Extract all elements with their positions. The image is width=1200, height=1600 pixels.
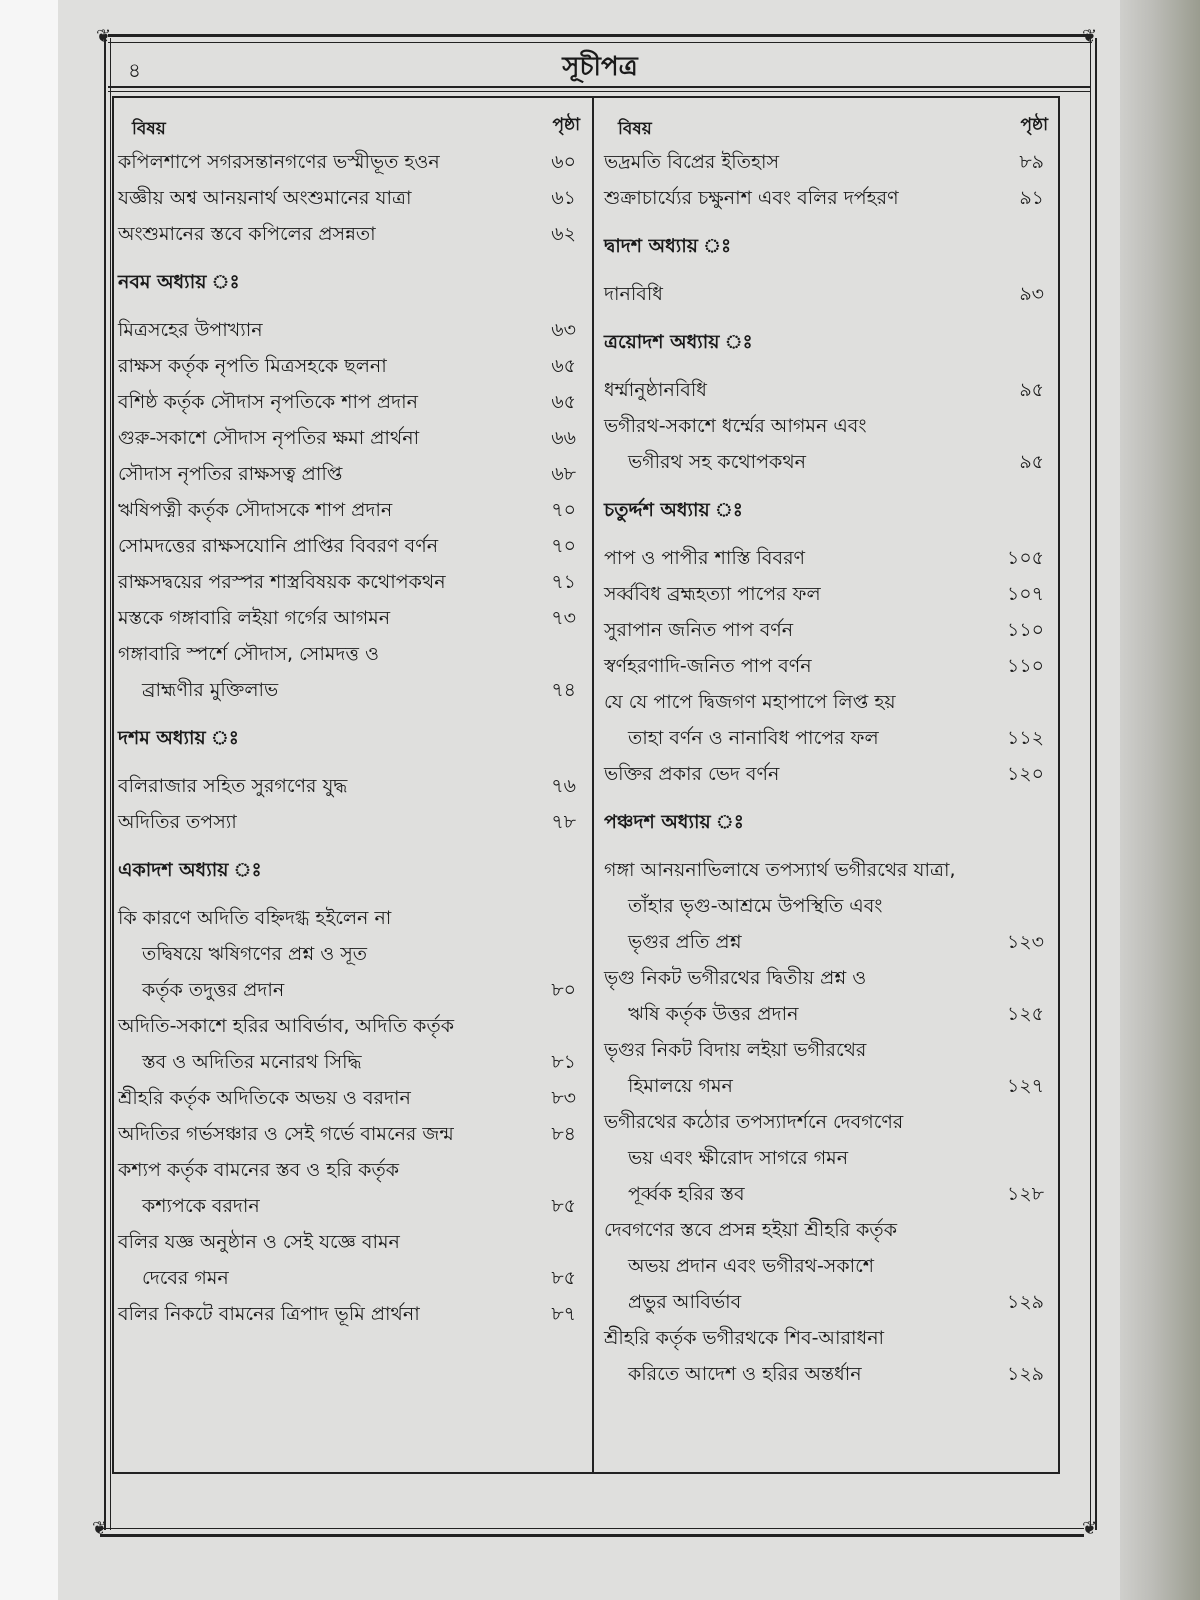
page-title: সূচীপত্র [562, 52, 638, 82]
entry-title: পাপ ও পাপীর শাস্তি বিবরণ [604, 547, 806, 569]
toc-entry [118, 456, 580, 492]
corner-ornament-icon: ❦ [1082, 1518, 1098, 1539]
entry-title: গঙ্গাবারি স্পর্শে সৌদাস, সোমদত্ত ও [118, 643, 380, 665]
entry-page-number: ৬৩ [551, 319, 576, 341]
entry-page-number: ৮০ [551, 979, 576, 1001]
photo-background-right [1120, 0, 1200, 1600]
entry-title: সর্ব্ববিধ ব্রহ্মহত্যা পাপের ফল [604, 583, 821, 605]
entry-title: শুক্রাচার্য্যের চক্ষুনাশ এবং বলির দর্পহরণ [604, 187, 899, 209]
entry-title-continuation: তাঁহার ভৃগু-আশ্রমে উপস্থিতি এবং ভৃগুর প্রতি প্রশ্ন [628, 895, 883, 953]
entry-title: বলির নিকটে বামনের ত্রিপাদ ভূমি প্রার্থনা [118, 1303, 420, 1325]
toc-entry [118, 492, 580, 528]
entry-page-number: ৬৫ [551, 391, 576, 413]
entry-title: অদিতির তপস্যা [118, 811, 237, 833]
entry-page-number: ৭৩ [551, 607, 576, 629]
entry-page-number: ৯১ [1019, 187, 1044, 209]
left-entry-list [118, 144, 580, 1332]
entry-page-number: ১২৫ [1006, 1003, 1044, 1025]
entry-page-number: ১১০ [1006, 619, 1044, 641]
entry-page-number: ৬২ [551, 223, 576, 245]
toc-entry [604, 756, 1048, 792]
toc-entry [118, 420, 580, 456]
entry-page-number: ১২৩ [1006, 931, 1044, 953]
entry-page-number: ৮৭ [551, 1303, 576, 1325]
entry-page-number: ৬০ [551, 151, 576, 173]
entry-title: মস্তকে গঙ্গাবারি লইয়া গর্গের আগমন [118, 607, 391, 629]
entry-page-number: ৮৫ [551, 1267, 576, 1289]
entry-title: ভৃগু নিকট ভগীরথের দ্বিতীয় প্রশ্ন ও [604, 967, 867, 989]
toc-entry [604, 540, 1048, 576]
entry-page-number: ১২৭ [1006, 1075, 1044, 1097]
column-header [604, 104, 1048, 144]
chapter-heading: চতুর্দ্দশ অধ্যায় ঃ [604, 499, 743, 521]
entry-page-number: ৬৬ [551, 427, 576, 449]
toc-entry [118, 384, 580, 420]
entry-title: বলিরাজার সহিত সুরগণের যুদ্ধ [118, 775, 348, 797]
chapter-heading: নবম অধ্যায় ঃ [118, 271, 240, 293]
toc-entry [118, 216, 580, 252]
entry-page-number: ৯৩ [1019, 283, 1044, 305]
toc-entry [604, 408, 1048, 480]
entry-title: গুরু-সকাশে সৌদাস নৃপতির ক্ষমা প্রার্থনা [118, 427, 420, 449]
toc-entry [118, 600, 580, 636]
entry-title-continuation: তাহা বর্ণন ও নানাবিধ পাপের ফল [628, 727, 879, 749]
entry-title: শ্রীহরি কর্তৃক ভগীরথকে শিব-আরাধনা [604, 1327, 885, 1349]
toc-entry [118, 1008, 580, 1080]
toc-entry [604, 372, 1048, 408]
entry-title-continuation: করিতে আদেশ ও হরির অন্তর্ধান [628, 1363, 862, 1385]
entry-title: ভক্তির প্রকার ভেদ বর্ণন [604, 763, 780, 785]
entry-title-continuation: কশ্যপকে বরদান [142, 1195, 260, 1217]
entry-page-number: ১১২ [1006, 727, 1044, 749]
right-entry-list [604, 144, 1048, 1392]
entry-page-number: ৬১ [551, 187, 576, 209]
subject-header: বিষয় [132, 119, 166, 139]
entry-title: স্বর্ণহরণাদি-জনিত পাপ বর্ণন [604, 655, 812, 677]
toc-entry [118, 144, 580, 180]
toc-entry [604, 612, 1048, 648]
photo-background-left [0, 0, 58, 1600]
corner-ornament-icon: ❦ [96, 26, 112, 47]
entry-page-number: ৭৮ [551, 811, 576, 833]
header-rule [108, 86, 1090, 92]
entry-title: সৌদাস নৃপতির রাক্ষসত্ব প্রাপ্তি [118, 463, 343, 485]
entry-title-continuation: স্তব ও অদিতির মনোরথ সিদ্ধি [142, 1051, 362, 1073]
toc-entry [604, 576, 1048, 612]
page-header: পৃষ্ঠা [1020, 115, 1048, 135]
entry-title: যজ্ঞীয় অশ্ব আনয়নার্থ অংশুমানের যাত্রা [118, 187, 412, 209]
frame-top-border [108, 34, 1092, 43]
entry-page-number: ৬৫ [551, 355, 576, 377]
toc-entry [604, 960, 1048, 1032]
chapter-heading: ত্রয়োদশ অধ্যায় ঃ [604, 331, 753, 353]
entry-page-number: ১১০ [1006, 655, 1044, 677]
entry-page-number: ৮৩ [551, 1087, 576, 1109]
entry-page-number: ৭১ [551, 571, 576, 593]
entry-title: অংশুমানের স্তবে কপিলের প্রসন্নতা [118, 223, 376, 245]
entry-title-continuation: ঋষি কর্তৃক উত্তর প্রদান [628, 1003, 799, 1025]
toc-entry [604, 1032, 1048, 1104]
entry-title: দানবিধি [604, 283, 663, 305]
entry-title-continuation: হিমালয়ে গমন [628, 1075, 733, 1097]
entry-title: ভৃগুর নিকট বিদায় লইয়া ভগীরথের [604, 1039, 867, 1061]
entry-title: বশিষ্ঠ কর্তৃক সৌদাস নৃপতিকে শাপ প্রদান [118, 391, 418, 413]
toc-entry [604, 1320, 1048, 1392]
entry-title: ভগীরথের কঠোর তপস্যাদর্শনে দেবগণের [604, 1111, 904, 1133]
page-header: পৃষ্ঠা [552, 115, 580, 135]
entry-page-number: ৮১ [551, 1051, 576, 1073]
toc-entry [118, 636, 580, 708]
entry-title: গঙ্গা আনয়নাভিলাষে তপস্যার্থ ভগীরথের যাত্রা, [604, 859, 956, 881]
chapter-heading: একাদশ অধ্যায় ঃ [118, 859, 262, 881]
entry-title: দেবগণের স্তবে প্রসন্ন হইয়া শ্রীহরি কর্তৃক [604, 1219, 897, 1241]
frame-left-border [104, 38, 111, 1530]
toc-entry [604, 276, 1048, 312]
entry-title: ধর্ম্মানুষ্ঠানবিধি [604, 379, 707, 401]
entry-page-number: ৮৫ [551, 1195, 576, 1217]
toc-entry [604, 648, 1048, 684]
entry-title: মিত্রসহের উপাখ্যান [118, 319, 263, 341]
toc-entry [604, 1212, 1048, 1320]
toc-entry [118, 1116, 580, 1152]
entry-title: অদিতি-সকাশে হরির আবির্ভাব, অদিতি কর্তৃক [118, 1015, 454, 1037]
toc-entry [118, 804, 580, 840]
toc-entry [604, 144, 1048, 180]
entry-title: কশ্যপ কর্তৃক বামনের স্তব ও হরি কর্তৃক [118, 1159, 400, 1181]
entry-page-number: ৯৫ [1019, 379, 1044, 401]
entry-page-number: ১২৯ [1006, 1291, 1044, 1313]
frame-right-border [1090, 38, 1097, 1530]
toc-entry [118, 180, 580, 216]
toc-entry [118, 1080, 580, 1116]
entry-title: অদিতির গর্ভসঞ্চার ও সেই গর্ভে বামনের জন্ম [118, 1123, 454, 1145]
toc-entry [118, 528, 580, 564]
toc-entry [118, 1296, 580, 1332]
toc-entry [604, 852, 1048, 960]
entry-page-number: ৬৮ [551, 463, 576, 485]
toc-entry [118, 900, 580, 1008]
subject-header: বিষয় [618, 119, 652, 139]
toc-entry [118, 1224, 580, 1296]
left-column [118, 104, 580, 1332]
entry-title: রাক্ষস কর্তৃক নৃপতি মিত্রসহকে ছলনা [118, 355, 387, 377]
entry-page-number: ৭৪ [551, 679, 576, 701]
toc-entry [604, 1104, 1048, 1212]
entry-title-continuation: তদ্বিষয়ে ঋষিগণের প্রশ্ন ও সূত কর্তৃক তদুত্তর প্রদান [142, 943, 368, 1001]
right-column [604, 104, 1048, 1392]
entry-page-number: ৭০ [551, 535, 576, 557]
toc-entry [604, 180, 1048, 216]
toc-entry [118, 1152, 580, 1224]
entry-page-number: ৮৯ [1019, 151, 1044, 173]
entry-title: রাক্ষসদ্বয়ের পরস্পর শাস্ত্রবিষয়ক কথোপকথন [118, 571, 446, 593]
chapter-heading: দ্বাদশ অধ্যায় ঃ [604, 235, 732, 257]
toc-entry [118, 768, 580, 804]
entry-title-continuation: ভয় এবং ক্ষীরোদ সাগরে গমন পূর্ব্বক হরির স্তব [628, 1147, 849, 1205]
toc-entry [118, 312, 580, 348]
entry-title-continuation: অভয় প্রদান এবং ভগীরথ-সকাশে প্রভুর আবির্ভাব [628, 1255, 875, 1313]
toc-entry [118, 564, 580, 600]
corner-ornament-icon: ❦ [1082, 26, 1098, 47]
entry-title-continuation: ব্রাহ্মণীর মুক্তিলাভ [142, 679, 279, 701]
entry-title: ভদ্রমতি বিপ্রের ইতিহাস [604, 151, 779, 173]
entry-page-number: ১০৫ [1006, 547, 1044, 569]
entry-page-number: ৭৬ [551, 775, 576, 797]
entry-title-continuation: ভগীরথ সহ কথোপকথন [628, 451, 806, 473]
frame-bottom-border [100, 1528, 1084, 1537]
entry-title: যে যে পাপে দ্বিজগণ মহাপাপে লিপ্ত হয় [604, 691, 896, 713]
column-header [118, 104, 580, 144]
entry-page-number: ৭০ [551, 499, 576, 521]
entry-page-number: ৮৪ [551, 1123, 576, 1145]
entry-page-number: ১০৭ [1006, 583, 1044, 605]
entry-page-number: ১২৯ [1006, 1363, 1044, 1385]
corner-ornament-icon: ❦ [92, 1518, 108, 1539]
page-number: ৪ [128, 58, 141, 82]
toc-entry [118, 348, 580, 384]
entry-title: শ্রীহরি কর্তৃক অদিতিকে অভয় ও বরদান [118, 1087, 411, 1109]
entry-title: বলির যজ্ঞ অনুষ্ঠান ও সেই যজ্ঞে বামন [118, 1231, 400, 1253]
entry-title: কি কারণে অদিতি বহ্নিদগ্ধ হইলেন না [118, 907, 392, 929]
chapter-heading: পঞ্চদশ অধ্যায় ঃ [604, 811, 744, 833]
entry-title-continuation: দেবের গমন [142, 1267, 229, 1289]
entry-title: ভগীরথ-সকাশে ধর্ম্মের আগমন এবং [604, 415, 867, 437]
entry-title: কপিলশাপে সগরসন্তানগণের ভস্মীভূত হওন [118, 151, 440, 173]
entry-title: সুরাপান জনিত পাপ বর্ণন [604, 619, 794, 641]
entry-title: ঋষিপত্নী কর্তৃক সৌদাসকে শাপ প্রদান [118, 499, 393, 521]
toc-entry [604, 684, 1048, 756]
chapter-heading: দশম অধ্যায় ঃ [118, 727, 239, 749]
entry-page-number: ১২৮ [1006, 1183, 1044, 1205]
entry-title: সোমদত্তের রাক্ষসযোনি প্রাপ্তির বিবরণ বর্ণন [118, 535, 439, 557]
entry-page-number: ১২০ [1006, 763, 1044, 785]
column-divider [592, 96, 594, 1474]
entry-page-number: ৯৫ [1019, 451, 1044, 473]
